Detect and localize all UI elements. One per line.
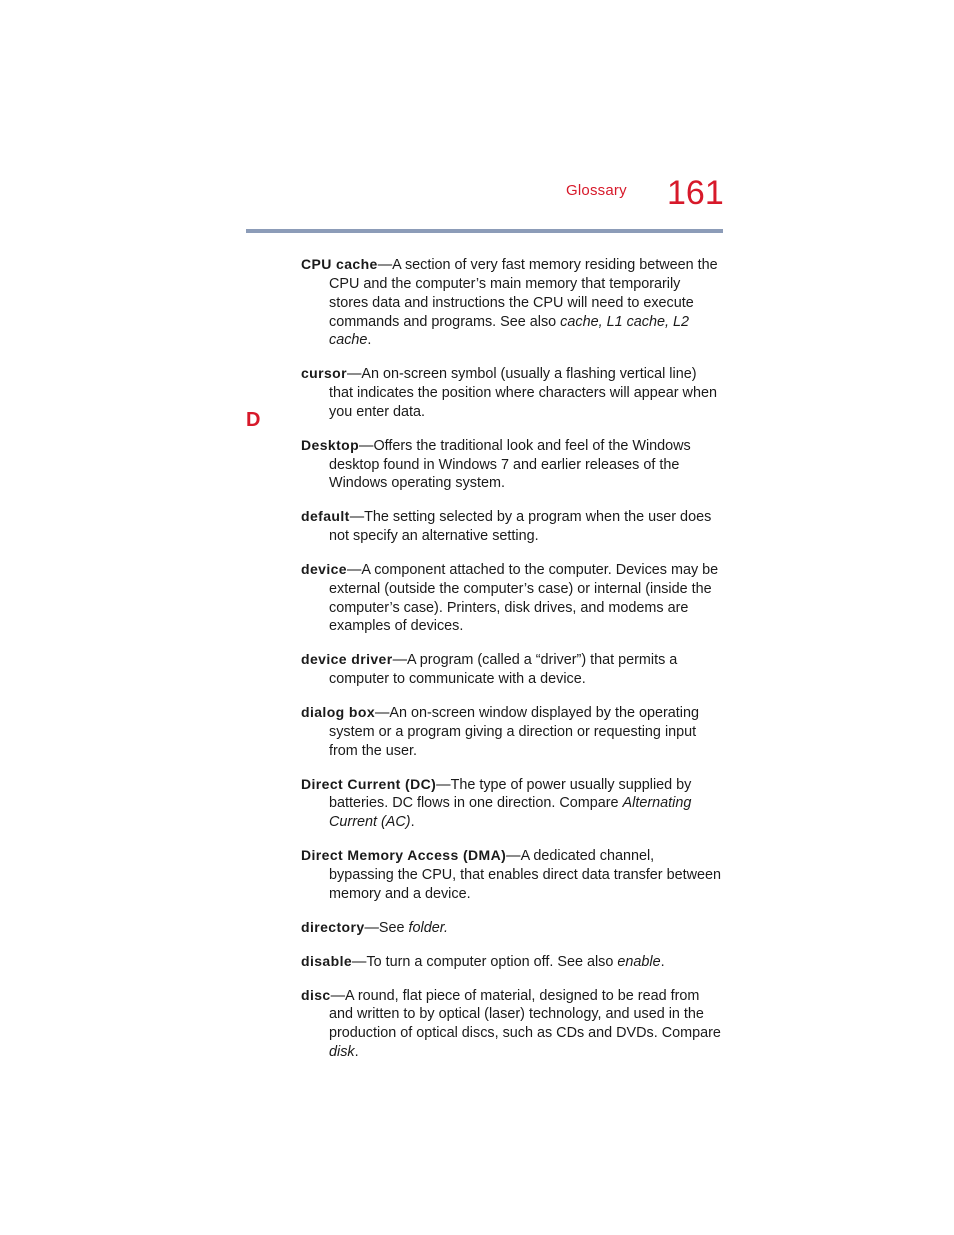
entry-tail: . [367, 332, 372, 349]
glossary-entry [301, 703, 721, 760]
glossary-entry [301, 560, 721, 636]
entry-definition: —Offers the traditional look and feel of the Windows desktop found in Windows 7 and earlier releases of the Windows operating system. [329, 437, 691, 492]
entry-term: directory [301, 918, 365, 935]
glossary-entry [301, 986, 721, 1062]
entry-definition: —An on-screen symbol (usually a flashing vertical line) that indicates the position where characters will appear when you enter data. [329, 366, 717, 420]
entry-tail: . [660, 953, 665, 970]
glossary-entry [301, 507, 721, 545]
entry-definition: —A section of very fast memory residing between the CPU and the computer’s main memory that temporarily stores data and instructions the CPU will need to execute commands and programs. See also [329, 257, 718, 330]
entry-tail: . [354, 1043, 359, 1060]
entry-definition: —The setting selected by a program when the user does not specify an alternative setting. [329, 509, 712, 544]
glossary-entry [301, 436, 721, 493]
section-title: Glossary [566, 182, 627, 199]
entry-term: device [301, 561, 347, 578]
glossary-entry [301, 364, 721, 421]
entry-term: cursor [301, 365, 347, 382]
entry-reference: enable [617, 953, 661, 970]
entry-term: device driver [301, 651, 393, 668]
glossary-entry [301, 952, 721, 972]
glossary-entry [301, 255, 721, 350]
entry-reference: folder. [408, 919, 448, 936]
glossary-entry [301, 775, 721, 832]
header-rule [246, 229, 723, 233]
entry-term: Desktop [301, 436, 360, 453]
entry-term: Direct Current (DC) [301, 775, 437, 792]
entry-term: Direct Memory Access (DMA) [301, 847, 507, 864]
entry-term: disable [301, 952, 353, 969]
entry-definition: —The type of power usually supplied by batteries. DC flows in one direction. Compare [329, 776, 692, 812]
glossary-entry [301, 846, 721, 903]
glossary-entries [301, 241, 721, 1071]
entry-definition: —An on-screen window displayed by the operating system or a program giving a direction or requesting input from the user. [329, 705, 699, 759]
entry-definition: —A program (called a “driver”) that permits a computer to communicate with a device. [329, 652, 678, 687]
entry-definition: —To turn a computer option off. See also [352, 953, 618, 970]
letter-marker: D [246, 409, 261, 431]
entry-definition: —See [364, 919, 409, 936]
entry-reference: cache, L1 cache, L2 cache [329, 313, 689, 349]
entry-term: disc [301, 986, 331, 1003]
glossary-entry [301, 650, 721, 688]
entry-definition: —A round, flat piece of material, designed to be read from and written to by optical (laser) technology, and used in the production of optical discs, such as CDs and DVDs. Compare [329, 987, 721, 1042]
entry-term: CPU cache [301, 256, 378, 273]
glossary-entry [301, 918, 721, 938]
entry-definition: —A dedicated channel, bypassing the CPU, that enables direct data transfer between memory and a device. [329, 848, 721, 902]
page-number: 161 [667, 174, 724, 212]
entry-definition: —A component attached to the computer. Devices may be external (outside the computer’s case) or internal (inside the computer’s case). Printers, disk drives, and modems are examples of devices. [329, 562, 719, 635]
entry-tail: . [410, 814, 415, 830]
entry-reference: disk [329, 1043, 355, 1060]
entry-term: dialog box [301, 704, 375, 721]
entry-reference: Alternating Current (AC) [329, 795, 692, 830]
entry-term: default [301, 508, 350, 525]
